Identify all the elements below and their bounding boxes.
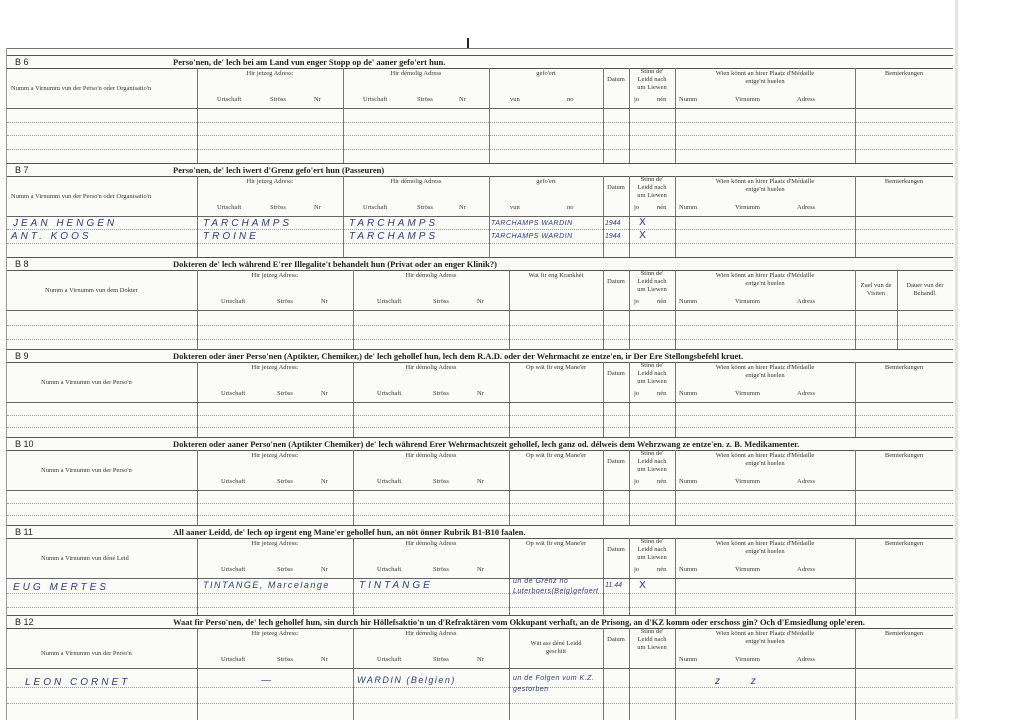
manner-label: Op wät fir eng Mane'er <box>525 364 587 371</box>
died-label: Leidd nach <box>637 278 667 285</box>
handwritten-former-address: WARDIN (Belgien) <box>357 675 456 685</box>
name-column-label: Numm a Virnumm vun der Perso'n oder Organisatio'n <box>11 85 152 92</box>
medal-label: entge'nt huelen <box>745 186 785 193</box>
section-title: All aaner Leidd, de' lech op irgent eng Mane'er gehollef hun, an nöt önner Rubrik B1-B10 faalen. <box>173 527 526 537</box>
street-label: Ströss <box>417 96 433 103</box>
surname-label: Numm <box>679 566 698 573</box>
medal-label: Wien könnt an hirer Plaatz d'Médaille <box>715 630 815 637</box>
date-label: Datum <box>607 546 625 553</box>
section-code: B 12 <box>15 617 34 627</box>
died-label: Stinn de' <box>640 270 664 277</box>
remarks-label: Bemierkungen <box>884 178 924 185</box>
street-label: Ströss <box>270 96 286 103</box>
handwritten-current-address: — <box>261 675 271 686</box>
medal-label: Wien könnt an hirer Plaatz d'Médaille <box>715 272 815 279</box>
medal-label: Wien könnt an hirer Plaatz d'Médaille <box>715 70 815 77</box>
handwritten-former-address: TARCHAMPS <box>349 231 439 242</box>
section-body <box>7 579 953 615</box>
transported-label: gefo'ert <box>536 70 556 77</box>
street-label: Ströss <box>270 204 286 211</box>
medal-label: entge'nt huelen <box>745 372 785 379</box>
section-b10 <box>7 437 953 525</box>
firstname-label: Virnumm <box>735 298 760 305</box>
section-code: B 6 <box>15 57 29 67</box>
no-label: nén <box>657 390 667 397</box>
transported-label: gefo'ert <box>536 178 556 185</box>
section-code: B 10 <box>15 439 34 449</box>
handwritten-date: 1944 <box>605 233 621 240</box>
locality-label: Urtschaft <box>217 96 242 103</box>
died-label: Leidd nach <box>637 636 667 643</box>
current-address-label: Hir jetzeg Adress: <box>251 630 299 637</box>
yes-label: jo <box>634 478 640 485</box>
name-column-label: Numm a Virnumm vun déné Leid <box>41 555 129 562</box>
handwritten-name: LEON CORNET <box>25 677 131 688</box>
section-code: B 9 <box>15 351 29 361</box>
yes-label: jo <box>634 298 640 305</box>
died-label: Stinn de' <box>640 362 664 369</box>
column-header <box>7 628 953 669</box>
address-label: Adress <box>797 204 816 211</box>
surname-label: Numm <box>679 96 698 103</box>
former-address-label: Hir démolig Adress <box>405 452 457 459</box>
number-label: Nr <box>321 298 328 305</box>
firstname-label: Virnumm <box>735 390 760 397</box>
date-label: Datum <box>607 636 625 643</box>
number-label: Nr <box>477 566 484 573</box>
street-label: Ströss <box>433 478 449 485</box>
no-label: nén <box>657 96 667 103</box>
manner-label: Op wät fir eng Mane'er <box>525 540 587 547</box>
column-header <box>7 68 953 109</box>
number-label: Nr <box>477 298 484 305</box>
died-label: um Liewen <box>637 84 667 91</box>
died-label: um Liewen <box>637 286 667 293</box>
died-label: Leidd nach <box>637 546 667 553</box>
former-address-label: Hir démolig Adress <box>390 178 442 185</box>
street-label: Ströss <box>433 298 449 305</box>
section-title-bar <box>7 525 953 539</box>
section-title: Perso'nen, de' lech iwert d'Grenz gefo'ert hun (Passeuren) <box>173 165 385 175</box>
no-label: nén <box>657 204 667 211</box>
section-code: B 7 <box>15 165 29 175</box>
address-label: Adress <box>797 656 816 663</box>
handwritten-name: EUG MERTES <box>13 582 109 593</box>
address-label: Adress <box>797 96 816 103</box>
handwritten-route: TARCHAMPS WARDIN <box>491 233 573 240</box>
date-label: Datum <box>607 278 625 285</box>
section-body <box>7 217 953 257</box>
street-label: Ströss <box>433 390 449 397</box>
section-b7 <box>7 163 953 257</box>
yes-label: jo <box>634 566 640 573</box>
handwritten-current-address: TARCHAMPS <box>203 218 293 229</box>
died-label: Leidd nach <box>637 184 667 191</box>
yes-label: jo <box>634 390 640 397</box>
manner-label: Op wät fir eng Mane'er <box>525 452 587 459</box>
medal-label: Wien könnt an hirer Plaatz d'Médaille <box>715 452 815 459</box>
yes-label: jo <box>634 204 640 211</box>
handwritten-former-address: TARCHAMPS <box>349 218 439 229</box>
street-label: Ströss <box>277 566 293 573</box>
died-label: Stinn de' <box>640 538 664 545</box>
number-label: Nr <box>314 204 321 211</box>
what-happened-label: geschitt <box>545 648 567 655</box>
current-address-label: Hir jetzeg Adress: <box>251 272 299 279</box>
name-column-label: Numm a Virnumm vun der Perso'n <box>41 379 132 386</box>
no-label: nén <box>657 298 667 305</box>
column-header <box>7 450 953 491</box>
street-label: Ströss <box>277 298 293 305</box>
locality-label: Urtschaft <box>221 478 246 485</box>
surname-label: Numm <box>679 298 698 305</box>
section-title-bar <box>7 615 953 629</box>
section-title: Dokteren oder aaner Perso'nen (Aptikter Chemiker) de' lech während Erer Wehrmachtszeit gehollef, lech ganz od. délweis dem Wehrzwang ze entze'en. z. B. Medikamenter. <box>173 439 800 449</box>
medal-label: entge'nt huelen <box>745 460 785 467</box>
section-body <box>7 109 953 163</box>
surname-label: Numm <box>679 204 698 211</box>
handwritten-current-address: TROINE <box>203 231 259 242</box>
number-label: Nr <box>477 656 484 663</box>
section-body <box>7 403 953 437</box>
died-label: Stinn de' <box>640 450 664 457</box>
remarks-label: Bemierkungen <box>884 452 924 459</box>
number-label: Nr <box>477 390 484 397</box>
section-b8 <box>7 257 953 349</box>
former-address-label: Hir démolig Adress <box>405 272 457 279</box>
number-label: Nr <box>321 566 328 573</box>
current-address-label: Hir jetzeg Adress: <box>246 178 294 185</box>
section-title-bar <box>7 349 953 363</box>
date-label: Datum <box>607 76 625 83</box>
handwritten-manner: un de Grenz no Luterboers(Belg)gefoert <box>513 578 599 595</box>
street-label: Ströss <box>433 566 449 573</box>
locality-label: Urtschaft <box>221 656 246 663</box>
number-label: Nr <box>321 478 328 485</box>
died-label: Stinn de' <box>640 68 664 75</box>
number-label: Nr <box>477 478 484 485</box>
medal-label: Wien könnt an hirer Plaatz d'Médaille <box>715 178 815 185</box>
section-title: Perso'nen, de' lech bei am Land vun enger Stopp op de' aaner gefo'ert hun. <box>173 57 446 67</box>
surname-label: Numm <box>679 390 698 397</box>
section-b6 <box>7 55 953 163</box>
handwritten-former-address: TINTANGE <box>359 580 433 591</box>
yes-label: jo <box>634 96 640 103</box>
column-header <box>7 362 953 403</box>
number-label: Nr <box>321 390 328 397</box>
scan-edge <box>955 0 958 719</box>
form-sheet <box>6 48 953 720</box>
address-label: Adress <box>797 566 816 573</box>
name-column-label: Numm a Virnumm vun der Perso'n <box>41 467 132 474</box>
died-label: Leidd nach <box>637 370 667 377</box>
section-title: Waat fir Perso'nen, de' lech gehollef hun, sin durch hir Höllefsaktio'n un d'Refraktären vom Okkupant verhaft, an de Prisong, an d'KZ komm oder erschoss gin? Och d'Emsiedlung ople'eren. <box>173 617 865 627</box>
address-label: Adress <box>797 478 816 485</box>
died-label: Leidd nach <box>637 76 667 83</box>
to-label: no <box>567 204 574 211</box>
section-title-bar <box>7 55 953 69</box>
section-title: Dokteren oder äner Perso'nen (Aptikter, Chemiker,) de' lech gehollef hun, lech dem R.A.D. oder der Wehrmacht ze entze'en, ir Der Ere Stellongsbefehl kruet. <box>173 351 744 361</box>
name-column-label: Numm a Virnumm vun der Perso'n <box>41 650 132 657</box>
number-label: Nr <box>459 96 466 103</box>
handwritten-name: JEAN HENGEN <box>13 218 118 229</box>
medal-label: entge'nt huelen <box>745 548 785 555</box>
address-label: Adress <box>797 298 816 305</box>
handwritten-medal-note: z z <box>715 676 770 687</box>
remarks-label: Bemierkungen <box>884 70 924 77</box>
column-header <box>7 538 953 579</box>
name-column-label: Numm a Virnumm vun der Perso'n oder Organisatio'n <box>11 193 152 200</box>
locality-label: Urtschaft <box>377 478 402 485</box>
current-address-label: Hir jetzeg Adress: <box>246 70 294 77</box>
address-label: Adress <box>797 390 816 397</box>
locality-label: Urtschaft <box>377 656 402 663</box>
handwritten-check: X <box>639 230 646 241</box>
surname-label: Numm <box>679 656 698 663</box>
died-label: um Liewen <box>637 554 667 561</box>
locality-label: Urtschaft <box>377 390 402 397</box>
section-title-bar <box>7 257 953 271</box>
to-label: no <box>567 96 574 103</box>
number-label: Nr <box>459 204 466 211</box>
remarks-label: Bemierkungen <box>884 364 924 371</box>
date-label: Datum <box>607 370 625 377</box>
locality-label: Urtschaft <box>221 298 246 305</box>
handwritten-check: X <box>639 217 646 228</box>
locality-label: Urtschaft <box>377 566 402 573</box>
former-address-label: Hir démolig Adress <box>390 70 442 77</box>
no-label: nén <box>657 566 667 573</box>
handwritten-date: 1944 <box>605 220 621 227</box>
firstname-label: Virnumm <box>735 96 760 103</box>
locality-label: Urtschaft <box>221 566 246 573</box>
handwritten-name: ANT. KOOS <box>11 231 92 242</box>
firstname-label: Virnumm <box>735 204 760 211</box>
illness-label: Wat fir eng Krankhét <box>528 272 584 279</box>
died-label: um Liewen <box>637 192 667 199</box>
current-address-label: Hir jetzeg Adress: <box>251 364 299 371</box>
column-header <box>7 270 953 311</box>
locality-label: Urtschaft <box>221 390 246 397</box>
number-label: Nr <box>321 656 328 663</box>
column-header <box>7 176 953 217</box>
died-label: Stinn de' <box>640 628 664 635</box>
medal-label: entge'nt huelen <box>745 280 785 287</box>
firstname-label: Virnumm <box>735 566 760 573</box>
section-code: B 11 <box>15 527 33 537</box>
date-label: Datum <box>607 458 625 465</box>
section-body <box>7 311 953 349</box>
from-label: vun <box>510 204 520 211</box>
died-label: um Liewen <box>637 644 667 651</box>
name-column-label: Numm a Virnumm vun dem Dokter <box>45 287 138 294</box>
section-title-bar <box>7 437 953 451</box>
current-address-label: Hir jetzeg Adress: <box>251 540 299 547</box>
handwritten-current-address: TINTANGE, Marcelange <box>203 580 330 590</box>
no-label: nén <box>657 478 667 485</box>
street-label: Ströss <box>277 478 293 485</box>
section-b9 <box>7 349 953 437</box>
handwritten-route: TARCHAMPS WARDIN <box>491 220 573 227</box>
locality-label: Urtschaft <box>363 204 388 211</box>
handwritten-date: 11.44 <box>605 582 622 589</box>
medal-label: Wien könnt an hirer Plaatz d'Médaille <box>715 540 815 547</box>
street-label: Ströss <box>417 204 433 211</box>
medal-label: entge'nt huelen <box>745 638 785 645</box>
surname-label: Numm <box>679 478 698 485</box>
remarks-label: Bemierkungen <box>884 540 924 547</box>
section-body <box>7 491 953 525</box>
former-address-label: Hir démolig Adress <box>405 364 457 371</box>
former-address-label: Hir démolig Adress <box>405 630 457 637</box>
died-label: Stinn de' <box>640 176 664 183</box>
locality-label: Urtschaft <box>363 96 388 103</box>
current-address-label: Hir jetzeg Adress: <box>251 452 299 459</box>
remarks-label: Bemierkungen <box>884 630 924 637</box>
firstname-label: Virnumm <box>735 478 760 485</box>
what-happened-label: Wät ass déné Leidd <box>530 640 582 647</box>
street-label: Ströss <box>277 390 293 397</box>
section-code: B 8 <box>15 259 29 269</box>
section-b12 <box>7 615 953 720</box>
street-label: Ströss <box>433 656 449 663</box>
handwritten-what-happened: un de Folgen vum K.Z. gestorben <box>513 675 595 693</box>
section-body <box>7 669 953 720</box>
section-title: Dokteren de' lech während E'rer Illegalite't behandelt hun (Privat oder an enger Klinik?) <box>173 259 497 269</box>
died-label: um Liewen <box>637 378 667 385</box>
died-label: um Liewen <box>637 466 667 473</box>
medal-label: Wien könnt an hirer Plaatz d'Médaille <box>715 364 815 371</box>
section-b11 <box>7 525 953 615</box>
medal-label: entge'nt huelen <box>745 78 785 85</box>
street-label: Ströss <box>277 656 293 663</box>
duration-label: Dauer vun der Behandl. <box>906 282 944 297</box>
date-label: Datum <box>607 184 625 191</box>
number-label: Nr <box>314 96 321 103</box>
from-label: vun <box>510 96 520 103</box>
handwritten-check: X <box>639 580 646 591</box>
locality-label: Urtschaft <box>377 298 402 305</box>
locality-label: Urtschaft <box>217 204 242 211</box>
section-title-bar <box>7 163 953 177</box>
visits-label: Zuel vun de Visiten <box>860 282 892 297</box>
firstname-label: Virnumm <box>735 656 760 663</box>
former-address-label: Hir démolig Adress <box>405 540 457 547</box>
died-label: Leidd nach <box>637 458 667 465</box>
